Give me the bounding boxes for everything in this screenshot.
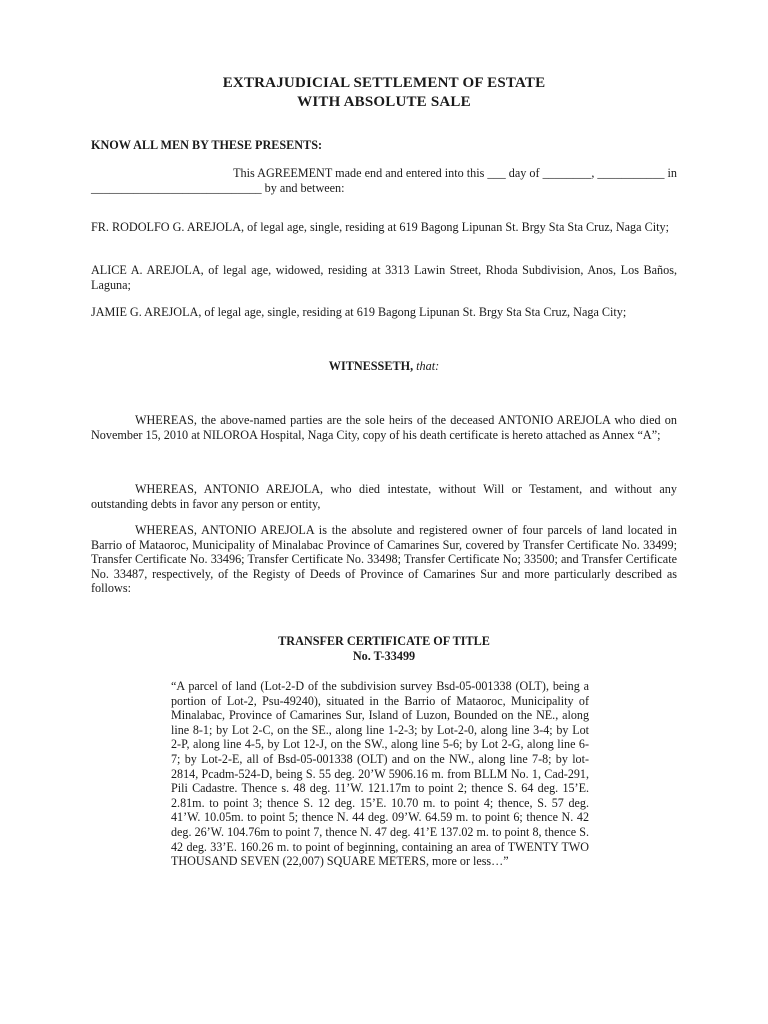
agreement-line-1: This AGREEMENT made end and entered into this ___ day of ________, ___________ in xyxy=(233,166,677,180)
parcel-description: “A parcel of land (Lot-2-D of the subdivision survey Bsd-05-001338 (OLT), being a portion of Lot-2, Psu-49240), situated in the Barrio of Mataoroc, Municipality of Minalabac, Province of Camarines Sur, Island of Luzon, Bounded on the NE., along line 8-1; by Lot 2-C, on the SE., along line 1-2-3; by Lot-2-0, along line 3-4; by Lot 2-P, along line 4-5, by Lot 12-J, on the SW., along line 5-6; by Lot 2-G, along line 6-7; by Lot-2-E, all of Bsd-05-001338 (OLT) and on the NW., along line 7-8; by lot-2814, Pcadm-524-D, being S. 55 deg. 20’W 5906.16 m. from BLLM No. 1, Cad-291, Pili Cadastre. Thence s. 48 deg. 11’W. 121.17m to point 2; thence S. 64 deg. 15’E. 2.81m. to point 3; thence S. 12 deg. 15’E. 10.70 m. to point 4; thence, S. 57 deg. 41’W. 10.05m. to point 5; thence N. 44 deg. 09’W. 64.59 m. to point 6; thence N. 42 deg. 26’W. 104.76m to point 7, thence N. 47 deg. 41’E 137.02 m. to point 8, thence S. 42 deg. 33’E. 160.26 m. to point of beginning, containing an area of TWENTY TWO THOUSAND SEVEN (22,007) SQUARE METERS, more or less…” xyxy=(171,679,589,869)
party-2-paragraph: ALICE A. AREJOLA, of legal age, widowed, residing at 3313 Lawin Street, Rhoda Subdivision, Anos, Los Baños, Laguna; xyxy=(91,263,677,292)
document-title-line-1: EXTRAJUDICIAL SETTLEMENT OF ESTATE xyxy=(222,75,546,91)
know-all-heading: KNOW ALL MEN BY THESE PRESENTS: xyxy=(91,138,323,152)
whereas-1-paragraph: WHEREAS, the above-named parties are the sole heirs of the deceased ANTONIO AREJOLA who died on November 15, 2010 at NILOROA Hospital, Naga City, copy of his death certificate is hereto attached as Annex “A”; xyxy=(91,413,677,442)
party-3-paragraph: JAMIE G. AREJOLA, of legal age, single, residing at 619 Bagong Lipunan St. Brgy Sta Sta Cruz, Naga City; xyxy=(91,305,627,319)
tct-heading: TRANSFER CERTIFICATE OF TITLE xyxy=(278,634,490,648)
party-1-paragraph: FR. RODOLFO G. AREJOLA, of legal age, single, residing at 619 Bagong Lipunan St. Brgy Sta Sta Cruz, Naga City; xyxy=(91,220,669,234)
witnesseth-heading xyxy=(0,359,768,374)
witnesseth-that: that: xyxy=(416,359,440,373)
agreement-paragraph xyxy=(91,166,677,195)
witnesseth-word: WITNESSETH, xyxy=(328,359,414,373)
whereas-2-paragraph: WHEREAS, ANTONIO AREJOLA, who died intestate, without Will or Testament, and without any outstanding debts in favor any person or entity, xyxy=(91,482,677,511)
whereas-3-paragraph: WHEREAS, ANTONIO AREJOLA is the absolute and registered owner of four parcels of land located in Barrio of Mataoroc, Municipality of Minalabac Province of Camarines Sur, covered by Transfer Certificate No. 33499; Transfer Certificate No. 33496; Transfer Certificate No. 33498; Transfer Certificate No; 33500; and Transfer Certificate No. 33487, respectively, of the Registy of Deeds of Province of Camarines Sur and more particularly described as follows: xyxy=(91,523,677,596)
tct-number: No. T-33499 xyxy=(352,649,416,663)
agreement-line-2: ____________________________ by and between: xyxy=(91,180,345,195)
document-title-line-2: WITH ABSOLUTE SALE xyxy=(297,94,471,110)
